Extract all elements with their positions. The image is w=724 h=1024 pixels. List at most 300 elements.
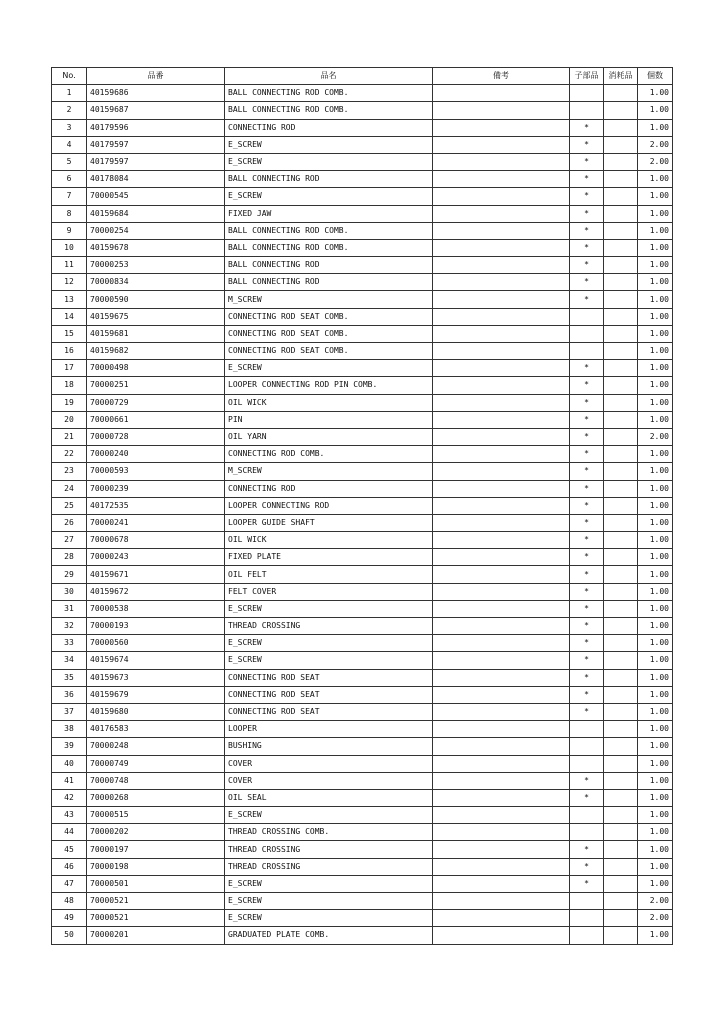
cell-name: E_SCREW: [225, 136, 433, 153]
cell-consumable: [604, 446, 638, 463]
cell-no: 5: [52, 153, 87, 170]
cell-remarks: [433, 497, 570, 514]
table-row: [52, 411, 673, 428]
cell-sub-part: [570, 755, 604, 772]
cell-part-no: 40172535: [87, 497, 225, 514]
cell-part-no: 40159686: [87, 85, 225, 102]
cell-no: 18: [52, 377, 87, 394]
cell-sub-part: [570, 927, 604, 944]
cell-remarks: [433, 858, 570, 875]
cell-sub-part: [570, 824, 604, 841]
cell-remarks: [433, 549, 570, 566]
cell-qty: 1.00: [638, 703, 673, 720]
table-row: [52, 858, 673, 875]
cell-sub-part: *: [570, 171, 604, 188]
cell-consumable: [604, 875, 638, 892]
cell-sub-part: *: [570, 549, 604, 566]
table-row: [52, 807, 673, 824]
cell-qty: 1.00: [638, 875, 673, 892]
cell-remarks: [433, 153, 570, 170]
cell-sub-part: *: [570, 772, 604, 789]
cell-remarks: [433, 85, 570, 102]
cell-remarks: [433, 703, 570, 720]
cell-part-no: 70000253: [87, 257, 225, 274]
cell-sub-part: *: [570, 153, 604, 170]
cell-name: E_SCREW: [225, 153, 433, 170]
cell-sub-part: *: [570, 136, 604, 153]
header-sub-part: 子部品: [570, 68, 604, 85]
cell-sub-part: *: [570, 411, 604, 428]
cell-remarks: [433, 222, 570, 239]
cell-consumable: [604, 188, 638, 205]
table-row: [52, 600, 673, 617]
table-row: [52, 514, 673, 531]
table-row: [52, 85, 673, 102]
cell-consumable: [604, 171, 638, 188]
cell-no: 12: [52, 274, 87, 291]
cell-remarks: [433, 532, 570, 549]
cell-remarks: [433, 446, 570, 463]
table-row: [52, 686, 673, 703]
cell-remarks: [433, 772, 570, 789]
cell-sub-part: *: [570, 858, 604, 875]
cell-sub-part: *: [570, 583, 604, 600]
table-row: [52, 927, 673, 944]
cell-sub-part: *: [570, 841, 604, 858]
cell-no: 32: [52, 618, 87, 635]
cell-consumable: [604, 686, 638, 703]
table-row: [52, 239, 673, 256]
cell-qty: 1.00: [638, 669, 673, 686]
cell-consumable: [604, 102, 638, 119]
cell-remarks: [433, 514, 570, 531]
cell-sub-part: *: [570, 566, 604, 583]
table-row: [52, 274, 673, 291]
header-remarks: 備考: [433, 68, 570, 85]
table-row: [52, 738, 673, 755]
cell-part-no: 70000834: [87, 274, 225, 291]
cell-remarks: [433, 841, 570, 858]
cell-qty: 2.00: [638, 910, 673, 927]
header-no: No.: [52, 68, 87, 85]
table-row: [52, 102, 673, 119]
cell-consumable: [604, 583, 638, 600]
cell-name: M_SCREW: [225, 291, 433, 308]
cell-remarks: [433, 343, 570, 360]
table-row: [52, 308, 673, 325]
cell-no: 13: [52, 291, 87, 308]
cell-qty: 1.00: [638, 772, 673, 789]
cell-no: 23: [52, 463, 87, 480]
cell-qty: 1.00: [638, 532, 673, 549]
cell-part-no: 70000240: [87, 446, 225, 463]
cell-consumable: [604, 274, 638, 291]
cell-qty: 1.00: [638, 446, 673, 463]
cell-qty: 1.00: [638, 308, 673, 325]
cell-remarks: [433, 927, 570, 944]
cell-qty: 2.00: [638, 893, 673, 910]
cell-consumable: [604, 428, 638, 445]
cell-consumable: [604, 893, 638, 910]
cell-part-no: 40178084: [87, 171, 225, 188]
cell-name: LOOPER GUIDE SHAFT: [225, 514, 433, 531]
table-row: [52, 772, 673, 789]
cell-no: 17: [52, 360, 87, 377]
cell-qty: 1.00: [638, 807, 673, 824]
table-row: [52, 343, 673, 360]
cell-qty: 1.00: [638, 927, 673, 944]
cell-no: 20: [52, 411, 87, 428]
cell-no: 6: [52, 171, 87, 188]
header-qty: 個数: [638, 68, 673, 85]
table-row: [52, 257, 673, 274]
cell-sub-part: *: [570, 428, 604, 445]
cell-no: 25: [52, 497, 87, 514]
cell-qty: 2.00: [638, 136, 673, 153]
cell-no: 31: [52, 600, 87, 617]
cell-remarks: [433, 171, 570, 188]
cell-name: M_SCREW: [225, 463, 433, 480]
cell-remarks: [433, 635, 570, 652]
cell-sub-part: *: [570, 497, 604, 514]
cell-sub-part: *: [570, 205, 604, 222]
cell-remarks: [433, 291, 570, 308]
cell-part-no: 40179596: [87, 119, 225, 136]
cell-part-no: 70000202: [87, 824, 225, 841]
cell-sub-part: *: [570, 875, 604, 892]
cell-qty: 1.00: [638, 755, 673, 772]
cell-consumable: [604, 85, 638, 102]
table-row: [52, 188, 673, 205]
table-row: [52, 824, 673, 841]
cell-qty: 1.00: [638, 188, 673, 205]
cell-part-no: 40159671: [87, 566, 225, 583]
cell-sub-part: *: [570, 669, 604, 686]
cell-consumable: [604, 291, 638, 308]
cell-remarks: [433, 618, 570, 635]
cell-no: 39: [52, 738, 87, 755]
cell-part-no: 70000521: [87, 893, 225, 910]
cell-remarks: [433, 463, 570, 480]
cell-consumable: [604, 841, 638, 858]
table-row: [52, 119, 673, 136]
cell-sub-part: *: [570, 446, 604, 463]
cell-no: 15: [52, 325, 87, 342]
cell-remarks: [433, 205, 570, 222]
cell-remarks: [433, 600, 570, 617]
table-row: [52, 755, 673, 772]
cell-consumable: [604, 755, 638, 772]
cell-consumable: [604, 772, 638, 789]
table-row: [52, 549, 673, 566]
cell-name: CONNECTING ROD SEAT COMB.: [225, 325, 433, 342]
cell-qty: 1.00: [638, 824, 673, 841]
cell-part-no: 70000538: [87, 600, 225, 617]
table-row: [52, 360, 673, 377]
cell-sub-part: *: [570, 618, 604, 635]
cell-consumable: [604, 514, 638, 531]
cell-remarks: [433, 308, 570, 325]
cell-part-no: 40159675: [87, 308, 225, 325]
cell-qty: 1.00: [638, 738, 673, 755]
cell-sub-part: *: [570, 703, 604, 720]
cell-consumable: [604, 635, 638, 652]
cell-remarks: [433, 566, 570, 583]
cell-remarks: [433, 360, 570, 377]
header-name: 品名: [225, 68, 433, 85]
cell-name: FIXED JAW: [225, 205, 433, 222]
cell-remarks: [433, 428, 570, 445]
cell-sub-part: *: [570, 635, 604, 652]
cell-no: 22: [52, 446, 87, 463]
cell-name: OIL WICK: [225, 532, 433, 549]
cell-sub-part: *: [570, 789, 604, 806]
cell-no: 30: [52, 583, 87, 600]
cell-sub-part: *: [570, 257, 604, 274]
cell-qty: 1.00: [638, 789, 673, 806]
cell-no: 44: [52, 824, 87, 841]
cell-name: THREAD CROSSING: [225, 858, 433, 875]
cell-sub-part: *: [570, 686, 604, 703]
cell-remarks: [433, 257, 570, 274]
cell-consumable: [604, 532, 638, 549]
cell-name: LOOPER CONNECTING ROD PIN COMB.: [225, 377, 433, 394]
cell-remarks: [433, 480, 570, 497]
cell-sub-part: *: [570, 222, 604, 239]
cell-no: 9: [52, 222, 87, 239]
cell-qty: 1.00: [638, 325, 673, 342]
cell-qty: 2.00: [638, 153, 673, 170]
cell-no: 4: [52, 136, 87, 153]
cell-part-no: 70000268: [87, 789, 225, 806]
cell-consumable: [604, 858, 638, 875]
cell-qty: 1.00: [638, 205, 673, 222]
cell-qty: 1.00: [638, 858, 673, 875]
cell-part-no: 70000748: [87, 772, 225, 789]
cell-consumable: [604, 325, 638, 342]
cell-part-no: 70000593: [87, 463, 225, 480]
cell-no: 10: [52, 239, 87, 256]
table-row: [52, 583, 673, 600]
cell-sub-part: *: [570, 291, 604, 308]
cell-no: 40: [52, 755, 87, 772]
cell-qty: 1.00: [638, 360, 673, 377]
cell-remarks: [433, 583, 570, 600]
cell-sub-part: [570, 721, 604, 738]
header-part-no: 品番: [87, 68, 225, 85]
cell-no: 48: [52, 893, 87, 910]
cell-part-no: 40179597: [87, 153, 225, 170]
cell-part-no: 70000521: [87, 910, 225, 927]
cell-consumable: [604, 600, 638, 617]
cell-sub-part: *: [570, 394, 604, 411]
cell-sub-part: *: [570, 600, 604, 617]
cell-part-no: 40159673: [87, 669, 225, 686]
cell-consumable: [604, 136, 638, 153]
cell-remarks: [433, 239, 570, 256]
table-row: [52, 394, 673, 411]
table-row: [52, 532, 673, 549]
cell-name: E_SCREW: [225, 910, 433, 927]
cell-consumable: [604, 910, 638, 927]
cell-part-no: 70000515: [87, 807, 225, 824]
cell-part-no: 70000560: [87, 635, 225, 652]
table-row: [52, 703, 673, 720]
cell-sub-part: *: [570, 480, 604, 497]
cell-part-no: 40159687: [87, 102, 225, 119]
cell-remarks: [433, 721, 570, 738]
cell-part-no: 70000661: [87, 411, 225, 428]
cell-consumable: [604, 652, 638, 669]
cell-remarks: [433, 669, 570, 686]
table-row: [52, 446, 673, 463]
table-row: [52, 789, 673, 806]
cell-sub-part: *: [570, 532, 604, 549]
cell-qty: 1.00: [638, 583, 673, 600]
cell-qty: 1.00: [638, 119, 673, 136]
cell-name: PIN: [225, 411, 433, 428]
cell-name: BALL CONNECTING ROD COMB.: [225, 222, 433, 239]
cell-no: 14: [52, 308, 87, 325]
cell-part-no: 70000254: [87, 222, 225, 239]
cell-name: THREAD CROSSING: [225, 841, 433, 858]
table-row: [52, 721, 673, 738]
cell-remarks: [433, 102, 570, 119]
cell-no: 16: [52, 343, 87, 360]
cell-qty: 1.00: [638, 274, 673, 291]
cell-name: THREAD CROSSING: [225, 618, 433, 635]
cell-consumable: [604, 463, 638, 480]
table-row: [52, 171, 673, 188]
cell-consumable: [604, 738, 638, 755]
cell-name: CONNECTING ROD SEAT: [225, 703, 433, 720]
cell-name: BALL CONNECTING ROD COMB.: [225, 239, 433, 256]
cell-name: E_SCREW: [225, 360, 433, 377]
table-row: [52, 463, 673, 480]
cell-part-no: 40179597: [87, 136, 225, 153]
cell-no: 27: [52, 532, 87, 549]
table-row: [52, 325, 673, 342]
cell-no: 35: [52, 669, 87, 686]
cell-consumable: [604, 566, 638, 583]
cell-name: E_SCREW: [225, 600, 433, 617]
cell-no: 26: [52, 514, 87, 531]
cell-part-no: 70000498: [87, 360, 225, 377]
cell-qty: 1.00: [638, 291, 673, 308]
cell-remarks: [433, 274, 570, 291]
cell-sub-part: *: [570, 360, 604, 377]
cell-name: E_SCREW: [225, 893, 433, 910]
cell-consumable: [604, 480, 638, 497]
cell-part-no: 70000678: [87, 532, 225, 549]
table-row: [52, 841, 673, 858]
cell-name: CONNECTING ROD COMB.: [225, 446, 433, 463]
cell-consumable: [604, 394, 638, 411]
cell-remarks: [433, 411, 570, 428]
cell-part-no: 70000749: [87, 755, 225, 772]
table-row: [52, 428, 673, 445]
cell-qty: 1.00: [638, 411, 673, 428]
cell-sub-part: [570, 910, 604, 927]
cell-consumable: [604, 377, 638, 394]
cell-sub-part: *: [570, 274, 604, 291]
cell-part-no: 70000239: [87, 480, 225, 497]
table-row: [52, 669, 673, 686]
cell-sub-part: *: [570, 239, 604, 256]
cell-no: 49: [52, 910, 87, 927]
cell-name: BUSHING: [225, 738, 433, 755]
cell-consumable: [604, 824, 638, 841]
cell-part-no: 70000248: [87, 738, 225, 755]
cell-consumable: [604, 497, 638, 514]
cell-no: 29: [52, 566, 87, 583]
cell-no: 2: [52, 102, 87, 119]
cell-qty: 1.00: [638, 618, 673, 635]
cell-remarks: [433, 136, 570, 153]
cell-remarks: [433, 893, 570, 910]
cell-name: CONNECTING ROD: [225, 480, 433, 497]
table-row: [52, 893, 673, 910]
cell-qty: 1.00: [638, 171, 673, 188]
cell-name: E_SCREW: [225, 807, 433, 824]
cell-part-no: 70000198: [87, 858, 225, 875]
cell-qty: 1.00: [638, 841, 673, 858]
cell-sub-part: [570, 738, 604, 755]
cell-part-no: 40159682: [87, 343, 225, 360]
table-row: [52, 875, 673, 892]
cell-part-no: 70000545: [87, 188, 225, 205]
parts-list-table: [51, 67, 673, 945]
cell-no: 46: [52, 858, 87, 875]
cell-qty: 1.00: [638, 686, 673, 703]
cell-part-no: 70000590: [87, 291, 225, 308]
cell-name: OIL WICK: [225, 394, 433, 411]
table-row: [52, 652, 673, 669]
cell-qty: 1.00: [638, 635, 673, 652]
cell-sub-part: *: [570, 119, 604, 136]
cell-qty: 1.00: [638, 514, 673, 531]
cell-consumable: [604, 721, 638, 738]
cell-name: OIL YARN: [225, 428, 433, 445]
cell-consumable: [604, 927, 638, 944]
cell-sub-part: *: [570, 188, 604, 205]
cell-part-no: 70000251: [87, 377, 225, 394]
cell-qty: 1.00: [638, 394, 673, 411]
cell-consumable: [604, 360, 638, 377]
cell-no: 11: [52, 257, 87, 274]
cell-name: GRADUATED PLATE COMB.: [225, 927, 433, 944]
cell-no: 7: [52, 188, 87, 205]
cell-qty: 1.00: [638, 85, 673, 102]
cell-consumable: [604, 703, 638, 720]
cell-name: CONNECTING ROD SEAT: [225, 686, 433, 703]
cell-qty: 1.00: [638, 463, 673, 480]
cell-name: COVER: [225, 755, 433, 772]
table-row: [52, 136, 673, 153]
table-row: [52, 222, 673, 239]
cell-name: BALL CONNECTING ROD COMB.: [225, 102, 433, 119]
cell-consumable: [604, 789, 638, 806]
table-header-row: [52, 68, 673, 85]
cell-consumable: [604, 222, 638, 239]
cell-consumable: [604, 669, 638, 686]
cell-no: 28: [52, 549, 87, 566]
cell-remarks: [433, 377, 570, 394]
cell-sub-part: *: [570, 377, 604, 394]
cell-consumable: [604, 239, 638, 256]
cell-part-no: 70000197: [87, 841, 225, 858]
table-row: [52, 153, 673, 170]
